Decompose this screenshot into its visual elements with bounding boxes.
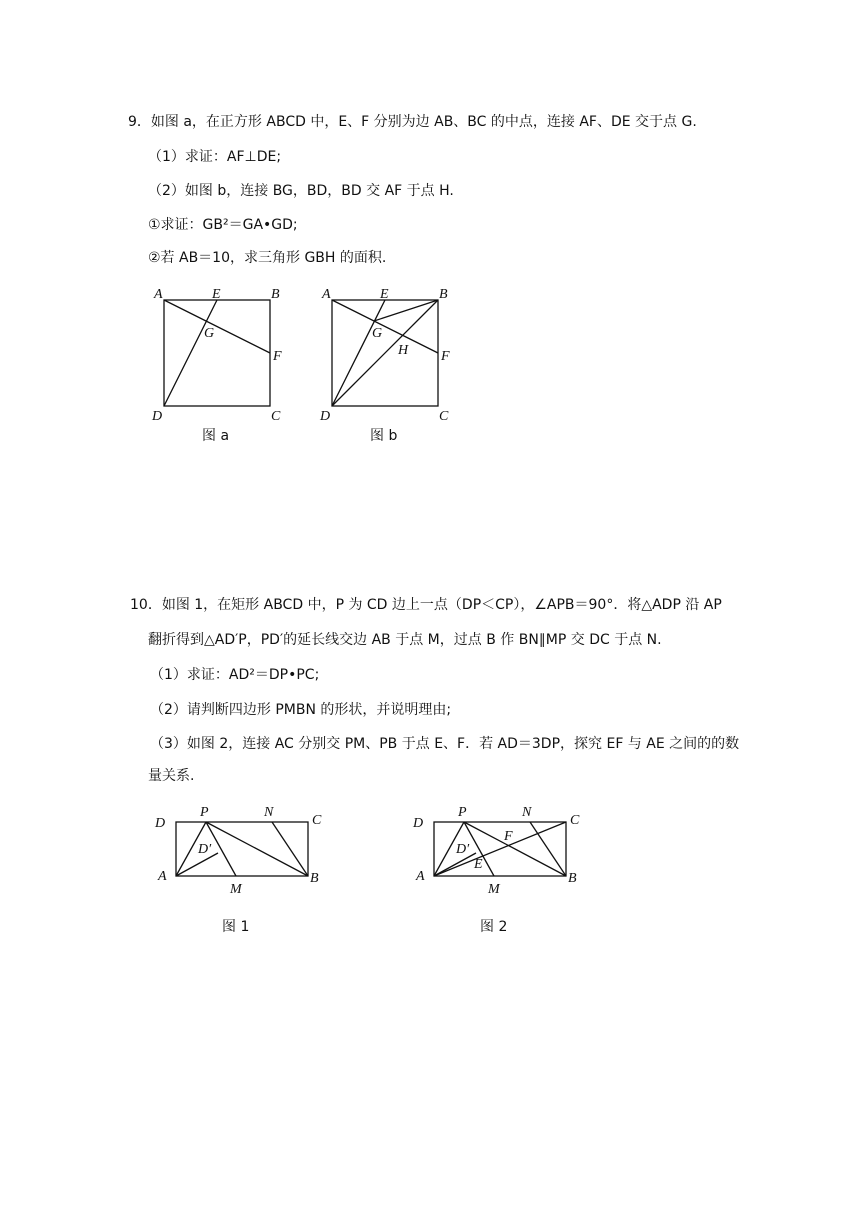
label-d: D <box>155 816 166 831</box>
label-a: A <box>154 287 163 302</box>
problem10-q3-line1: （3）如图 2，连接 AC 分别交 PM、PB 于点 E、F．若 AD＝3DP，探究 EF 与 AE 之间的的数 <box>150 736 740 752</box>
label-a: A <box>158 869 167 884</box>
figure-b <box>308 280 468 450</box>
caption-figure-a: 图 a <box>202 428 230 444</box>
label-c: C <box>312 813 322 828</box>
label-d-prime: D′ <box>456 842 470 857</box>
label-e: E <box>212 287 221 302</box>
segment-de <box>164 300 217 406</box>
problem10-q2: （2）请判断四边形 PMBN 的形状，并说明理由; <box>150 702 452 718</box>
problem9-q2: （2）如图 b，连接 BG，BD，BD 交 AF 于点 H. <box>148 183 454 199</box>
label-c: C <box>439 409 449 424</box>
segment-bd <box>332 300 438 406</box>
label-d: D <box>320 409 331 424</box>
problem10-stem-line1: 10．如图 1，在矩形 ABCD 中，P 为 CD 边上一点（DP＜CP），∠APB＝90°．将△ADP 沿 AP <box>130 597 722 613</box>
label-b: B <box>439 287 448 302</box>
figure-a <box>140 280 300 450</box>
problem9-q1: （1）求证：AF⊥DE; <box>148 149 282 165</box>
square-abcd <box>164 300 270 406</box>
segment-nb <box>272 822 308 876</box>
segment-nb <box>530 822 566 876</box>
label-c: C <box>570 813 580 828</box>
figure-2 <box>408 796 608 946</box>
label-p: P <box>200 805 209 820</box>
caption-figure-1: 图 1 <box>222 919 250 935</box>
segment-de <box>332 300 385 406</box>
rectangle-abcd <box>176 822 308 876</box>
segment-af <box>332 300 438 353</box>
label-m: M <box>488 882 500 897</box>
label-d: D <box>152 409 163 424</box>
label-n: N <box>522 805 532 820</box>
label-b: B <box>310 871 319 886</box>
label-f: F <box>441 349 450 364</box>
problem9-stem: 9．如图 a，在正方形 ABCD 中，E、F 分别为边 AB、BC 的中点，连接 AF、DE 交于点 G. <box>128 114 697 130</box>
label-h: H <box>398 343 409 358</box>
label-g: G <box>204 326 215 341</box>
problem10-q3-line2: 量关系. <box>148 768 195 784</box>
label-b: B <box>568 871 577 886</box>
label-e: E <box>474 857 483 872</box>
label-e: E <box>380 287 389 302</box>
label-c: C <box>271 409 281 424</box>
problem9-q2b: ②若 AB＝10，求三角形 GBH 的面积. <box>148 250 387 266</box>
label-a: A <box>322 287 331 302</box>
label-f: F <box>273 349 282 364</box>
label-p: P <box>458 805 467 820</box>
label-m: M <box>230 882 242 897</box>
problem10-stem-line2: 翻折得到△AD′P，PD′的延长线交边 AB 于点 M，过点 B 作 BN∥MP 交 DC 于点 N. <box>148 632 662 648</box>
label-b: B <box>271 287 280 302</box>
problem10-q1: （1）求证：AD²＝DP•PC; <box>150 667 320 683</box>
figure-1 <box>150 796 350 946</box>
caption-figure-2: 图 2 <box>480 919 508 935</box>
label-a: A <box>416 869 425 884</box>
label-n: N <box>264 805 274 820</box>
segment-ac <box>434 822 566 876</box>
label-f: F <box>504 829 513 844</box>
segment-af <box>164 300 270 353</box>
label-d: D <box>413 816 424 831</box>
label-d-prime: D′ <box>198 842 212 857</box>
caption-figure-b: 图 b <box>370 428 398 444</box>
label-g: G <box>372 326 383 341</box>
problem9-q2a: ①求证：GB²＝GA•GD; <box>148 217 298 233</box>
